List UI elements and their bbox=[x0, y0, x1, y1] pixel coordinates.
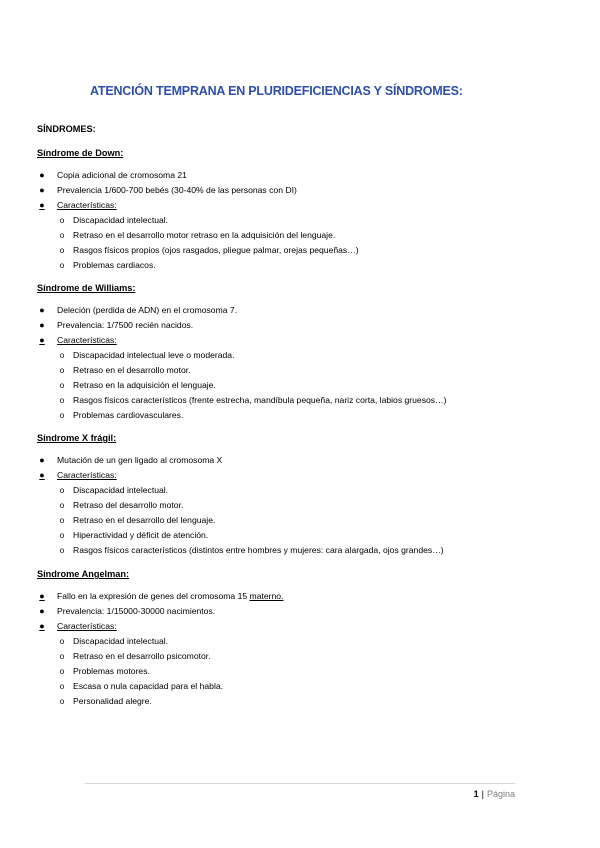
footer-separator: | bbox=[481, 789, 484, 799]
circle-bullet-icon: o bbox=[59, 396, 65, 405]
bullet-icon: ● bbox=[39, 335, 45, 345]
sub-list-item bbox=[37, 634, 557, 649]
sub-list-item bbox=[37, 258, 557, 273]
sub-item-text: Rasgos físicos propios (ojos rasgados, pliegue palmar, orejas pequeñas…) bbox=[73, 245, 359, 255]
circle-bullet-icon: o bbox=[59, 231, 65, 240]
sub-item-text: Retraso en la adquisición el lenguaje. bbox=[73, 380, 216, 390]
sub-list-item bbox=[37, 408, 557, 423]
sub-list-item bbox=[37, 543, 557, 558]
section-williams bbox=[37, 281, 557, 423]
list-item-text: Prevalencia 1/600-700 bebés (30-40% de las personas con DI) bbox=[57, 185, 297, 195]
sub-item-text: Discapacidad intelectual. bbox=[73, 636, 169, 646]
list-item-text: Características: bbox=[57, 621, 117, 631]
bullet-icon: ● bbox=[39, 185, 45, 195]
sub-item-text: Discapacidad intelectual leve o moderada. bbox=[73, 350, 235, 360]
section-heading: Síndrome de Down: bbox=[37, 148, 124, 158]
sub-list-item bbox=[37, 393, 557, 408]
list-item bbox=[37, 168, 557, 183]
section-heading: Síndrome de Williams: bbox=[37, 283, 136, 293]
list-item-text: Prevalencia: 1/15000-30000 nacimientos. bbox=[57, 606, 216, 616]
sub-list-item bbox=[37, 513, 557, 528]
circle-bullet-icon: o bbox=[59, 697, 65, 706]
sub-list-item bbox=[37, 483, 557, 498]
sub-list-item bbox=[37, 243, 557, 258]
bullet-icon: ● bbox=[39, 470, 45, 480]
section-angelman bbox=[37, 567, 557, 709]
circle-bullet-icon: o bbox=[59, 261, 65, 270]
sub-item-text: Escasa o nula capacidad para el habla. bbox=[73, 681, 224, 691]
list-item-text: Características: bbox=[57, 335, 117, 345]
circle-bullet-icon: o bbox=[59, 516, 65, 525]
circle-bullet-icon: o bbox=[59, 411, 65, 420]
list-item-text: Copia adicional de cromosoma 21 bbox=[57, 170, 187, 180]
circle-bullet-icon: o bbox=[59, 216, 65, 225]
sub-item-text: Retraso en el desarrollo motor. bbox=[73, 365, 191, 375]
list-item-text-underlined: materno. bbox=[249, 591, 284, 601]
sub-list-item bbox=[37, 649, 557, 664]
list-item bbox=[37, 333, 557, 348]
list-item bbox=[37, 183, 557, 198]
bullet-icon: ● bbox=[39, 320, 45, 330]
footer-divider bbox=[85, 783, 515, 784]
circle-bullet-icon: o bbox=[59, 637, 65, 646]
sub-item-text: Rasgos físicos característicos (frente estrecha, mandíbula pequeña, nariz corta, labios gruesos…) bbox=[73, 395, 447, 405]
sub-item-text: Hiperactividad y déficit de atención. bbox=[73, 530, 209, 540]
document-title: ATENCIÓN TEMPRANA EN PLURIDEFICIENCIAS Y SÍNDROMES: bbox=[90, 84, 463, 98]
list-item-text: Deleción (perdida de ADN) en el cromosoma 7. bbox=[57, 305, 238, 315]
circle-bullet-icon: o bbox=[59, 381, 65, 390]
list-item bbox=[37, 318, 557, 333]
list-item bbox=[37, 619, 557, 634]
list-item-text: Características: bbox=[57, 470, 117, 480]
bullet-icon: ● bbox=[39, 606, 45, 616]
sub-item-text: Retraso en el desarrollo motor retraso en la adquisición del lenguaje. bbox=[73, 230, 336, 240]
sub-list-item bbox=[37, 228, 557, 243]
sub-list-item bbox=[37, 694, 557, 709]
list-item-text: Prevalencia: 1/7500 recién nacidos. bbox=[57, 320, 194, 330]
section-heading: Síndrome Angelman: bbox=[37, 569, 130, 579]
circle-bullet-icon: o bbox=[59, 652, 65, 661]
list-item bbox=[37, 468, 557, 483]
sub-list-item bbox=[37, 213, 557, 228]
sub-list-item bbox=[37, 664, 557, 679]
sub-item-text: Discapacidad intelectual. bbox=[73, 215, 169, 225]
circle-bullet-icon: o bbox=[59, 486, 65, 495]
bullet-list bbox=[37, 453, 557, 558]
bullet-icon: ● bbox=[39, 591, 45, 601]
sub-list-item bbox=[37, 528, 557, 543]
list-item bbox=[37, 453, 557, 468]
main-heading: SÍNDROMES: bbox=[37, 124, 96, 134]
section-down bbox=[37, 146, 557, 273]
sub-item-text: Rasgos físicos característicos (distintos entre hombres y mujeres: cara alargada, ojos grandes…) bbox=[73, 545, 444, 555]
section-x-fragil bbox=[37, 431, 557, 558]
bullet-icon: ● bbox=[39, 200, 45, 210]
sub-item-text: Problemas motores. bbox=[73, 666, 150, 676]
section-heading: Síndrome X frágil: bbox=[37, 433, 117, 443]
list-item bbox=[37, 604, 557, 619]
page-label: Página bbox=[486, 789, 515, 799]
bullet-list bbox=[37, 168, 557, 273]
sub-list-item bbox=[37, 363, 557, 378]
bullet-icon: ● bbox=[39, 305, 45, 315]
sub-list-item bbox=[37, 679, 557, 694]
bullet-list bbox=[37, 589, 557, 709]
page-number: 1 bbox=[473, 789, 479, 799]
circle-bullet-icon: o bbox=[59, 667, 65, 676]
sub-list-item bbox=[37, 378, 557, 393]
list-item-text: Mutación de un gen ligado al cromosoma X bbox=[57, 455, 223, 465]
sub-item-text: Retraso en el desarrollo del lenguaje. bbox=[73, 515, 216, 525]
sub-item-text: Personalidad alegre. bbox=[73, 696, 152, 706]
sub-item-text: Retraso en el desarrollo psicomotor. bbox=[73, 651, 211, 661]
list-item bbox=[37, 198, 557, 213]
sub-item-text: Retraso del desarrollo motor. bbox=[73, 500, 184, 510]
list-item-text: Fallo en la expresión de genes del cromosoma 15 bbox=[57, 591, 250, 601]
bullet-list bbox=[37, 303, 557, 423]
sub-list-item bbox=[37, 498, 557, 513]
list-item bbox=[37, 589, 557, 604]
circle-bullet-icon: o bbox=[59, 366, 65, 375]
bullet-icon: ● bbox=[39, 621, 45, 631]
sub-item-text: Problemas cardiovasculares. bbox=[73, 410, 184, 420]
circle-bullet-icon: o bbox=[59, 351, 65, 360]
list-item-text: Características: bbox=[57, 200, 117, 210]
sub-list-item bbox=[37, 348, 557, 363]
circle-bullet-icon: o bbox=[59, 246, 65, 255]
circle-bullet-icon: o bbox=[59, 501, 65, 510]
page-footer bbox=[474, 789, 515, 799]
bullet-icon: ● bbox=[39, 170, 45, 180]
circle-bullet-icon: o bbox=[59, 682, 65, 691]
sub-item-text: Problemas cardiacos. bbox=[73, 260, 156, 270]
circle-bullet-icon: o bbox=[59, 531, 65, 540]
bullet-icon: ● bbox=[39, 455, 45, 465]
sub-item-text: Discapacidad intelectual. bbox=[73, 485, 169, 495]
list-item bbox=[37, 303, 557, 318]
circle-bullet-icon: o bbox=[59, 546, 65, 555]
